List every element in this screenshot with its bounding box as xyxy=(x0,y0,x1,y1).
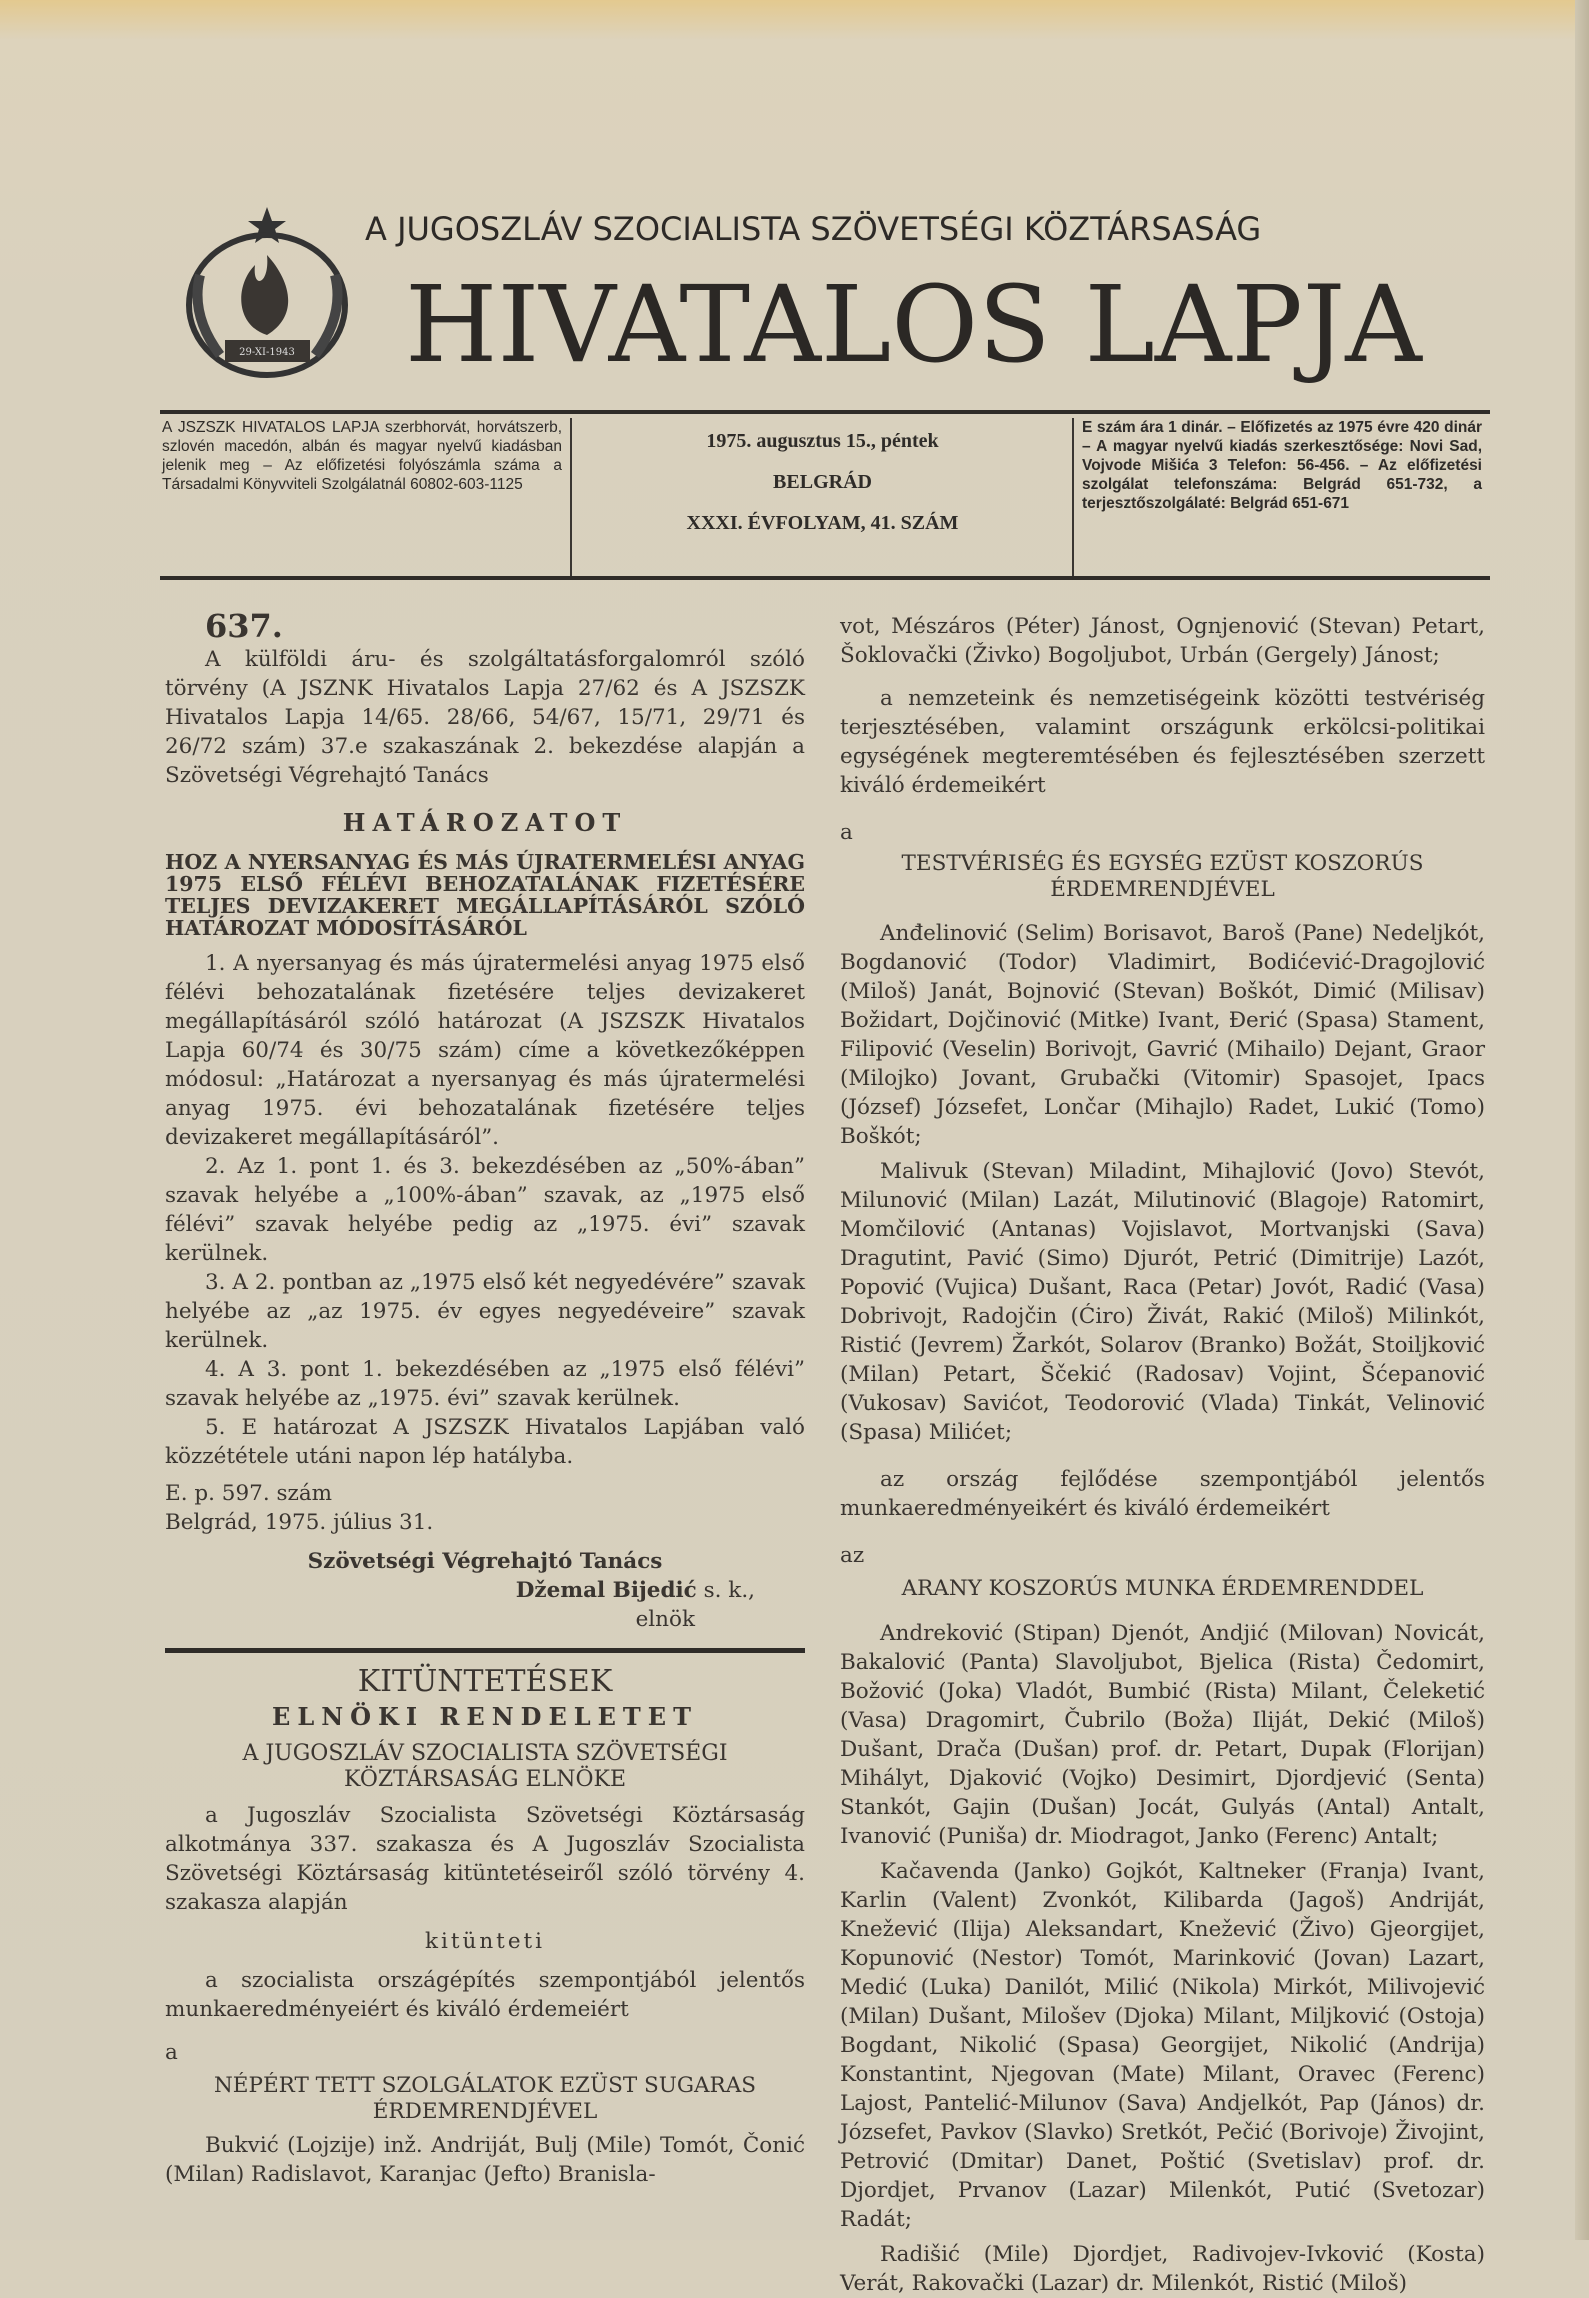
section-divider xyxy=(165,1648,805,1653)
issuer: A JUGOSZLÁV SZOCIALISTA SZÖVETSÉGI KÖZTÁRSASÁG ELNÖKE xyxy=(242,1741,728,1792)
point-2: 2. Az 1. pont 1. és 3. bekezdésében az „50%-ában” szavak helyébe a „100%-ában” szavak, az „1975 első félévi” szavak helyébe pedig az „1975. évi” szavak kerülnek. xyxy=(165,1154,805,1266)
names-1b: Malivuk (Stevan) Miladint, Mihajlović (Jovo) Stevót, Milunović (Milan) Lazát, Milutinović (Blagoje) Ratomirt, Momčilović (Antanas) Vojislavot, Mortvanjski (Sava) Dragutint, Pavić (Simo) Djurót, Petrić (Dimitrije) Lazót, Popović (Vujica) Dušant, Raca (Petar) Jovót, Radić (Vasa) Dobrivojt, Radojčin (Ćiro) Živát, Rakić (Miloš) Milinkót, Ristić (Jevrem) Žarkót, Solarov (Branko) Božát, Stoiljković (Milan) Petart, Ščekić (Radosav) Vojint, Šćepanović (Vukosav) Savićot, Teodorović (Vlada) Tinkát, Velinović (Spasa) Milićet; xyxy=(840,1159,1485,1445)
info-center xyxy=(575,418,1070,576)
section-title: KITÜNTETÉSEK xyxy=(357,1664,613,1699)
state-emblem xyxy=(180,205,355,395)
legal-basis: a Jugoszláv Szocialista Szövetségi Köztársaság alkotmánya 337. szakasza és A Jugoszláv Szocialista Szövetségi Köztársaság kitüntetéseiről szóló törvény 4. szakasza alapján xyxy=(165,1803,805,1915)
names-2c: Radišić (Mile) Djordjet, Radivojev-Ivković (Kosta) Verát, Rakovački (Lazar) dr. Milenkót, Ristić (Miloš) xyxy=(840,2242,1485,2296)
point-4: 4. A 3. pont 1. bekezdésében az „1975 első félévi” szavak helyébe az „1975. évi” szavak kerülnek. xyxy=(165,1357,805,1411)
signer-body: Szövetségi Végrehajtó Tanács xyxy=(307,1549,663,1574)
masthead-top-rule xyxy=(160,410,1490,414)
right-column xyxy=(840,612,1485,2298)
merit-text: a szocialista országépítés szempontjából jelentős munkaeredményeiért és kiváló érdemeiért xyxy=(165,1968,805,2022)
signer-name: Džemal Bijedić xyxy=(515,1578,697,1603)
order-name: NÉPÉRT TETT SZOLGÁLATOK EZÜST SUGARAS ÉRDEMRENDJÉVEL xyxy=(213,2073,756,2124)
decision-heading: HATÁROZATOT xyxy=(342,808,628,837)
place-date: Belgrád, 1975. július 31. xyxy=(165,1510,434,1535)
intro-paragraph: A külföldi áru- és szolgáltatásforgalomról szóló törvény (A JSZNK Hivatalos Lapja 27/62 és A JSZSZK Hivatalos Lapja 14/65. 28/66, 54/67, 15/71, 29/71 és 26/72 szám) 37.e szakaszának 2. bekezdése alapján a Szövetségi Végrehajtó Tanács xyxy=(165,647,805,788)
info-divider xyxy=(1072,418,1074,576)
names-1a: Anđelinović (Selim) Borisavot, Baroš (Pane) Nedeljkót, Bogdanović (Todor) Vladimirt, Bodićević-Dragojlović (Miloš) Janát, Bojnović (Stevan) Boškót, Dimić (Milisav) Božidart, Dojčinović (Mitke) Ivant, Đerić (Spasa) Stament, Filipović (Veselin) Borivojt, Gavrić (Mihailo) Dejant, Graor (Milojko) Jovant, Grubački (Vitomir) Spasojet, Ipacs (József) Józsefet, Lončar (Mihajlo) Radet, Lukić (Tomo) Boškót; xyxy=(840,921,1485,1149)
verb: kitünteti xyxy=(424,1929,546,1954)
point-3: 3. A 2. pontban az „1975 első két negyedévére” szavak helyébe az „az 1975. év egyes negyedéveire” szavak kerülnek. xyxy=(165,1270,805,1353)
signer xyxy=(165,1576,805,1605)
masthead-title: HIVATALOS LAPJA xyxy=(405,263,1422,386)
point-5: 5. E határozat A JSZSZK Hivatalos Lapjában való közzététele utáni napon lép hatályba. xyxy=(165,1415,805,1469)
left-column xyxy=(165,607,805,2189)
issue-number: XXXI. ÉVFOLYAM, 41. SZÁM xyxy=(686,512,959,534)
merit-text-1: a nemzeteink és nemzetiségeink közötti testvériség terjesztésében, valamint országunk erkölcsi-politikai egységének megteremtésében és fejlesztésében szerzett kiváló érdemeikért xyxy=(840,686,1485,798)
reference-number: E. p. 597. szám xyxy=(165,1481,333,1506)
merit-text-2: az ország fejlődése szempontjából jelentős munkaeredményeikért és kiváló érdemeikért xyxy=(840,1467,1485,1521)
point-1: 1. A nyersanyag és más újratermelési anyag 1975 első félévi behozatalának fizetésére teljes devizakeret megállapításáról szóló határozat (A JSZSZK Hivatalos Lapja 60/74 és 30/75 szám) címe a következőképpen módosul: „Határozat a nyersanyag és más újratermelési anyag 1975. évi behozatalának fizetésére teljes devizakeret megállapításáról”. xyxy=(165,951,805,1150)
article-a: a xyxy=(165,2040,178,2065)
masthead-kicker: A JUGOSZLÁV SZOCIALISTA SZÖVETSÉGI KÖZTÁRSASÁG xyxy=(365,210,1262,248)
masthead-bottom-rule xyxy=(160,576,1490,580)
names-2a: Andreković (Stipan) Djenót, Andjić (Milovan) Novicát, Bakalović (Panta) Slavoljubot, Bjelica (Rista) Čedomirt, Božović (Joka) Vladót, Bumbić (Rista) Milant, Čeleketić (Vasa) Dragomirt, Čubrilo (Boža) Iliját, Dekić (Miloš) Dušant, Drača (Dušan) prof. dr. Petart, Dupak (Florijan) Mihályt, Djaković (Vojko) Desimirt, Djordjević (Senta) Stankót, Gajin (Dušan) Jocát, Gulyás (Antal) Antalt, Ivanović (Puniša) dr. Miodragot, Janko (Ferenc) Antalt; xyxy=(840,1621,1485,1849)
article-a-2: az xyxy=(840,1543,865,1568)
decision-subheading: HOZ A NYERSANYAG ÉS MÁS ÚJRATERMELÉSI ANYAG 1975 ELSŐ FÉLÉVI BEHOZATALÁNAK FIZETÉSÉRE TELJES DEVIZAKERET MEGÁLLAPÍTÁSÁRÓL SZÓLÓ HATÁROZAT MÓDOSÍTÁSÁRÓL xyxy=(165,850,805,940)
article-a-1: a xyxy=(840,820,853,845)
info-divider xyxy=(570,418,572,576)
order-name-2: ARANY KOSZORÚS MUNKA ÉRDEMRENDDEL xyxy=(901,1576,1424,1601)
info-right: E szám ára 1 dinár. – Előfizetés az 1975 évre 420 dinár – A magyar nyelvű kiadás szerkesztősége: Novi Sad, Vojvode Mišića 3 Telefon: 56-456. – Az előfizetési szolgálat telefonszáma: Belgrád 651-732, a terjesztőszolgálaté: Belgrád 651-671 xyxy=(1082,419,1482,512)
decree-title: ELNÖKI RENDELETET xyxy=(272,1702,698,1731)
issue-date: 1975. augusztus 15., péntek xyxy=(706,430,939,452)
order-name-1: TESTVÉRISÉG ÉS EGYSÉG EZÜST KOSZORÚS ÉRDEMRENDJÉVEL xyxy=(901,851,1424,902)
page-edge xyxy=(1575,0,1589,2240)
item-number: 637. xyxy=(205,607,283,645)
signer-role: elnök xyxy=(635,1607,695,1632)
names-continued: vot, Mészáros (Péter) Jánost, Ognjenović (Stevan) Petart, Šoklovački (Živko) Bogoljubot, Urbán (Gergely) Jánost; xyxy=(840,614,1485,668)
signer-sk: s. k., xyxy=(703,1578,755,1603)
names-2b: Kačavenda (Janko) Gojkót, Kaltneker (Franja) Ivant, Karlin (Valent) Zvonkót, Kilibarda (Jagoš) Andriját, Knežević (Ilija) Aleksandart, Knežević (Živo) Gjeorgijet, Kopunović (Nestor) Tomót, Marinković (Jovan) Lazart, Medić (Luka) Danilót, Milić (Nikola) Mirkót, Milivojević (Milan) Dušant, Milošev (Djoka) Milant, Miljković (Ostoja) Bogdant, Nikolić (Spasa) Georgijet, Nikolić (Andrija) Konstantint, Njegovan (Mate) Milant, Oravec (Ferenc) Lajost, Pantelić-Milunov (Sava) Andjelkót, Pap (János) dr. Józsefet, Pavkov (Slavko) Sretkót, Pečić (Borivoje) Živojint, Petrović (Dmitar) Danet, Poštić (Svetislav) prof. dr. Djordjet, Prvanov (Lazar) Milenkót, Putić (Svetozar) Radát; xyxy=(840,1859,1485,2232)
emblem-date: 29-XI-1943 xyxy=(239,347,295,358)
issue-city: BELGRÁD xyxy=(773,471,872,493)
names-list: Bukvić (Lojzije) inž. Andriját, Bulj (Mile) Tomót, Čonić (Milan) Radislavot, Karanjac (Jefto) Branisla- xyxy=(165,2133,805,2187)
info-left: A JSZSZK HIVATALOS LAPJA szerbhorvát, horvátszerb, szlovén macedón, albán és magyar nyelvű kiadásban jelenik meg – Az előfizetési folyószámla száma a Társadalmi Könyvviteli Szolgálatnál 60802-603-1125 xyxy=(162,419,562,493)
